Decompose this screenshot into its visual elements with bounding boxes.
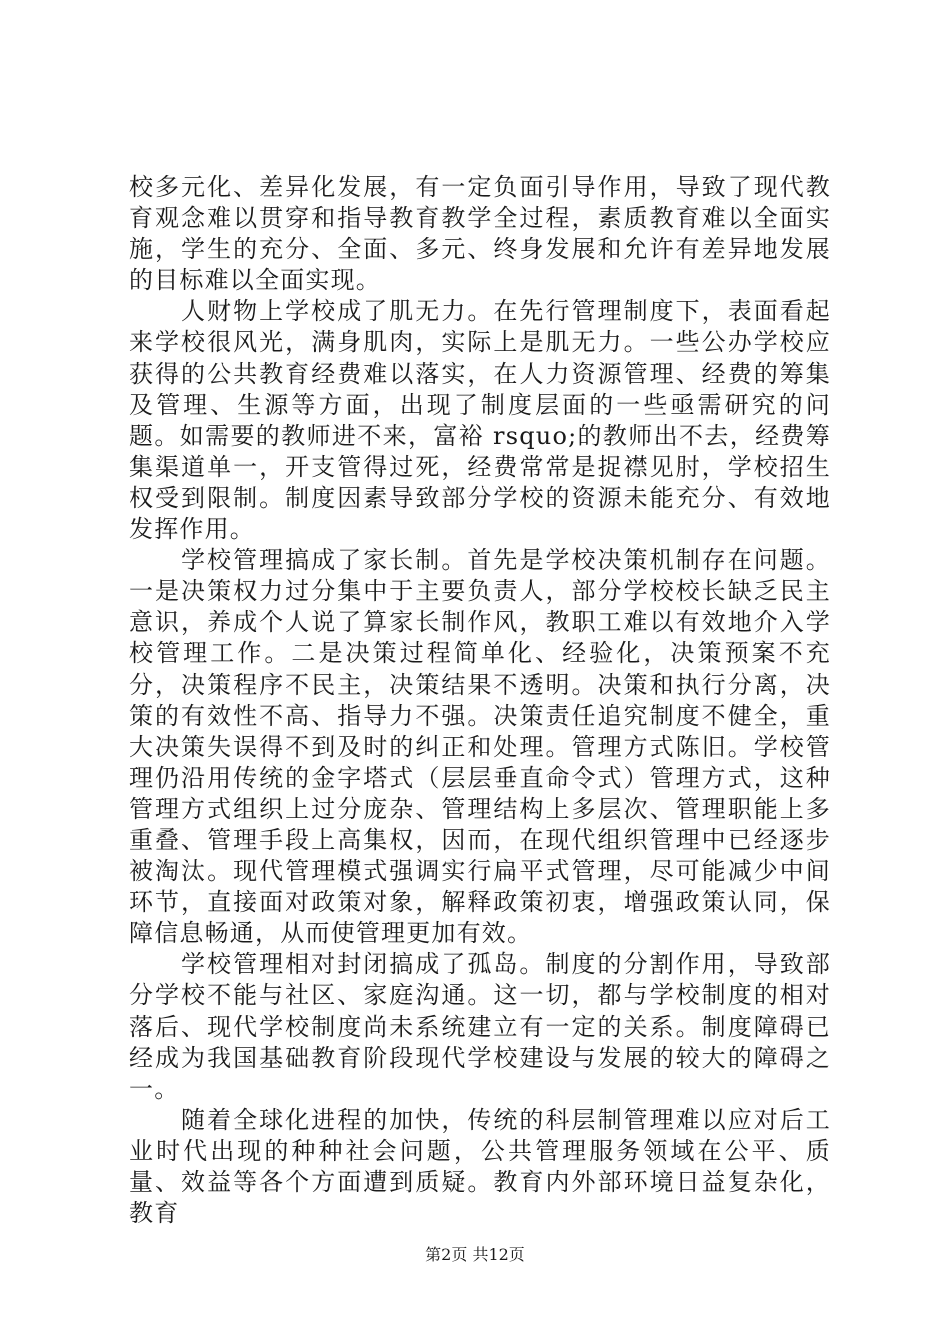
paragraph-resources: 人财物上学校成了肌无力。在先行管理制度下，表面看起来学校很风光，满身肌肉，实际上是肌无力。一些公办学校应获得的公共教育经费难以落实，在人力资源管理、经费的筹集及管理、生源等方面，出现了制度层面的一些亟需研究的问题。如需要的教师进不来，富裕 rsquo;的教师出不去，经费筹集渠道单一，开支管得过死，经费常常是捉襟见肘，学校招生权受到限制。制度因素导致部分学校的资源未能充分、有效地发挥作用。: [129, 297, 831, 544]
page-footer: 第2页 共12页: [425, 1245, 525, 1264]
paragraph-globalization: 随着全球化进程的加快，传统的科层制管理难以应对后工业时代出现的种种社会问题，公共管理服务领域在公平、质量、效益等各个方面遭到质疑。教育内外部环境日益复杂化，教育: [129, 1105, 831, 1228]
document-body: [129, 172, 831, 1229]
paragraph-continued: 校多元化、差异化发展，有一定负面引导作用，导致了现代教育观念难以贯穿和指导教育教学全过程，素质教育难以全面实施，学生的充分、全面、多元、终身发展和允许有差异地发展的目标难以全面实现。: [129, 173, 831, 295]
paragraph-management: 学校管理搞成了家长制。首先是学校决策机制存在问题。一是决策权力过分集中于主要负责人，部分学校校长缺乏民主意识，养成个人说了算家长制作风，教职工难以有效地介入学校管理工作。二是决策过程简单化、经验化，决策预案不充分，决策程序不民主，决策结果不透明。决策和执行分离，决策的有效性不高、指导力不强。决策责任追究制度不健全，重大决策失误得不到及时的纠正和处理。管理方式陈旧。学校管理仍沿用传统的金字塔式（层层垂直命令式）管理方式，这种管理方式组织上过分庞杂、管理结构上多层次、管理职能上多重叠、管理手段上高集权，因而，在现代组织管理中已经逐步被淘汰。现代管理模式强调实行扁平式管理，尽可能减少中间环节，直接面对政策对象，解释政策初衷，增强政策认同，保障信息畅通，从而使管理更加有效。: [129, 546, 831, 948]
paragraph-isolation: 学校管理相对封闭搞成了孤岛。制度的分割作用，导致部分学校不能与社区、家庭沟通。这一切，都与学校制度的相对落后、现代学校制度尚未系统建立有一定的关系。制度障碍已经成为我国基础教育阶段现代学校建设与发展的较大的障碍之一。: [129, 950, 831, 1103]
